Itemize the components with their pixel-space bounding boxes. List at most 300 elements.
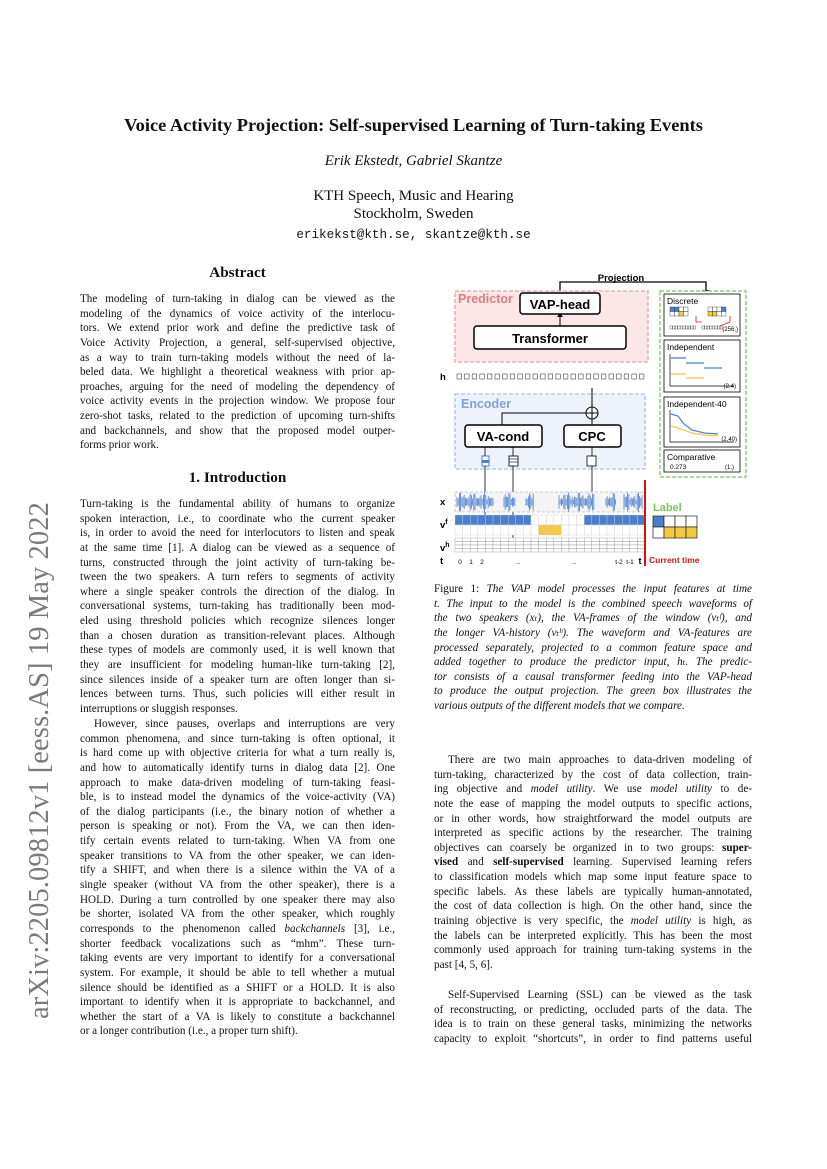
text-line [434, 611, 752, 626]
label-cell [664, 516, 675, 527]
h-square [556, 374, 561, 379]
vh-cell [501, 545, 509, 549]
vh-cell [561, 538, 569, 542]
discrete-prob-cell [712, 326, 714, 329]
vh-cell [539, 549, 547, 553]
time-tick: 2 [480, 559, 484, 566]
text-run: is high, as [691, 915, 752, 928]
vf-cell-speaker-b [531, 525, 539, 535]
vf-cell-speaker-b [592, 525, 600, 535]
vh-cell [546, 545, 554, 549]
vh-cell [607, 538, 615, 542]
h-square [579, 374, 584, 379]
vh-cell [622, 538, 630, 542]
vf-cell-speaker-a [546, 515, 554, 525]
vh-cell [485, 538, 493, 542]
text-line: speaker transitions to VA from the other speaker, we can iden- [80, 849, 395, 862]
discrete-icon-cell [722, 312, 727, 317]
text-line: past [4, 5, 6]. [434, 958, 493, 971]
text-line: and how to automatically identify turns in dialog data [2]. One [80, 761, 395, 774]
label-cell [686, 527, 697, 538]
vh-cell [523, 545, 531, 549]
vh-cell [546, 549, 554, 553]
vf-cell-speaker-b [615, 525, 623, 535]
vf-cell-speaker-a [531, 515, 539, 525]
text-line: turns, constructed through the joint activity of turn-taking be- [80, 556, 395, 569]
intro-paragraph-1 [80, 497, 395, 717]
time-ticks [458, 556, 641, 566]
text-line: or a longer contribution (i.e., a proper turn shift). [80, 1025, 298, 1038]
h-square [586, 374, 591, 379]
vh-cell [630, 549, 638, 553]
label-grid [653, 516, 697, 538]
vh-cell [493, 538, 501, 542]
discrete-icon-cell [675, 312, 680, 317]
vf-cell-speaker-b [523, 525, 531, 535]
discrete-label: Discrete [667, 296, 699, 306]
vh-cell [607, 549, 615, 553]
vh-cell [561, 549, 569, 553]
text-line [80, 922, 395, 937]
vh-cell [615, 545, 623, 549]
h-square [563, 374, 568, 379]
vh-cell [493, 542, 501, 546]
discrete-prob-cell [688, 326, 690, 329]
vf-cell-speaker-a [463, 515, 471, 525]
vh-cell [531, 545, 539, 549]
text-line: where a single speaker controls the direction of the dialog. In [80, 585, 395, 598]
vh-cell [615, 538, 623, 542]
text-line: single speaker (without VA from the other speaker), there is a [80, 879, 395, 892]
discrete-prob-cell [678, 326, 680, 329]
vh-cell [599, 545, 607, 549]
h-square [609, 374, 614, 379]
current-time-label: Current time [649, 555, 700, 565]
vh-cell [531, 538, 539, 542]
vh-cell [577, 549, 585, 553]
text-line: specific labels. As these labels are typically human-annotated, [434, 885, 752, 898]
discrete-prob-cell [673, 326, 675, 329]
h-square [472, 374, 477, 379]
h-square [518, 374, 523, 379]
vh-cell [485, 542, 493, 546]
vf-cell-speaker-a [599, 515, 607, 525]
vh-cell [523, 538, 531, 542]
projection-label: Projection [597, 273, 645, 284]
text-line: of reconstructing, or predicting, occluded parts of the data. The [434, 1003, 752, 1016]
h-square [495, 374, 500, 379]
vh-cell [478, 545, 486, 549]
discrete-icon-cell [679, 312, 684, 317]
vf-cell-speaker-a [561, 515, 569, 525]
vh-cell [554, 542, 562, 546]
vh-cell [478, 549, 486, 553]
text-run: objectives can coarsely be organized in to two groups: [434, 841, 723, 854]
abstract-body [80, 292, 395, 453]
vh-cell [539, 538, 547, 542]
vh-cell [615, 542, 623, 546]
vh-cell [637, 549, 645, 553]
vf-cell-speaker-a [523, 515, 531, 525]
h-square [465, 374, 470, 379]
text-line [434, 855, 752, 870]
comparative-dim: (1,) [725, 465, 734, 471]
vf-cell-speaker-b [485, 525, 493, 535]
text-line: However, since pauses, overlaps and interruptions are very [94, 718, 395, 730]
vh-cell [622, 549, 630, 553]
figure-caption [434, 582, 752, 714]
text-line: is hard come up with objective criteria for what a turn really is, [80, 747, 395, 760]
text-line: capacity to exploit “shortcuts”, in order to find patterns useful [434, 1032, 752, 1045]
text-line: tify a SHIFT, and when there is a silence within the VA of a [80, 864, 395, 877]
text-line [434, 699, 752, 714]
vf-cell-speaker-a [615, 515, 623, 525]
discrete-prob-cell [718, 326, 720, 329]
time-tick: t-1 [626, 559, 634, 566]
predictor-label: Predictor [458, 292, 513, 306]
vh-cell [516, 545, 524, 549]
independent40-dim: (2,40) [721, 437, 737, 443]
vh-cell [508, 542, 516, 546]
discrete-prob-cell [675, 326, 677, 329]
vf-cell-speaker-b [599, 525, 607, 535]
vh-cell [607, 542, 615, 546]
vh-cell [516, 549, 524, 553]
discrete-prob-cell [670, 326, 672, 329]
vf-cell-speaker-b [463, 525, 471, 535]
time-tick: t [638, 556, 642, 566]
vf-cell-speaker-b [622, 525, 630, 535]
text-line: interpreted as specific actions by the researcher. The training [434, 827, 752, 840]
text-line: tween the two speakers. A turn refers to segments of activity [80, 571, 395, 584]
text-line: of the dialog participants (i.e., the binary notion of whether a [80, 805, 395, 818]
discrete-prob-cell [693, 326, 695, 329]
text-line: commonly used approach for training turn-taking systems in the [434, 944, 752, 957]
text-run: to de- [711, 783, 752, 796]
vh-cell [455, 542, 463, 546]
vh-cell [463, 549, 471, 553]
text-line [434, 841, 752, 856]
paper-authors: Erik Ekstedt, Gabriel Skantze [324, 153, 503, 169]
label-cell [686, 516, 697, 527]
vf-cell-speaker-b [516, 525, 524, 535]
discrete-prob-cell [680, 326, 682, 329]
vh-cell [455, 545, 463, 549]
text-line: be shorter, isolated VA from the other speaker, which roughly [80, 908, 395, 921]
comparative-label: Comparative [667, 452, 716, 462]
text-line [434, 655, 752, 670]
text-run: various outputs of the different models that we compare. [434, 700, 685, 713]
right-paragraph-2 [434, 988, 752, 1047]
text-line: proaches, arguing for the need of modeling the dependency of [80, 380, 395, 393]
text-line: beled data. We highlight a theoretical weakness with prior ap- [80, 366, 395, 379]
vf-cell-speaker-a [607, 515, 615, 525]
discrete-icon-cell [670, 307, 675, 312]
vap-model-figure [434, 270, 754, 572]
text-line: note the ease of mapping the model outputs to specific actions, [434, 797, 752, 810]
vh-cell [516, 542, 524, 546]
text-line: or in other words, how straightforward the model outputs are [434, 812, 752, 825]
cpc-label: CPC [578, 429, 606, 444]
text-line: zero-shot tasks, related to the prediction of upcoming turn-shifts [80, 410, 395, 423]
text-line: whether the start of a VA is likely to constitute a backchannel [80, 1010, 395, 1023]
text-line: common phenomena, and since turn-taking is often optional, it [80, 732, 395, 745]
vh-cell [561, 542, 569, 546]
vh-cell [592, 545, 600, 549]
vh-cell [569, 545, 577, 549]
vh-cell [455, 549, 463, 553]
text-line: There are two main approaches to data-driven modeling of [448, 754, 752, 766]
h-square [624, 374, 629, 379]
time-tick: t-2 [615, 559, 623, 566]
text-line: tors. We extend prior work and define the predictive task of [80, 322, 395, 335]
vf-cell-speaker-b [546, 525, 554, 535]
vh-cell [539, 545, 547, 549]
vf-cell-speaker-a [478, 515, 486, 525]
text-line [434, 782, 752, 797]
label-cell [664, 527, 675, 538]
paper-title: Voice Activity Projection: Self-supervised Learning of Turn-taking Events [124, 115, 703, 135]
text-line: idea is to train on these general tasks, minimizing the networks [434, 1018, 752, 1031]
vh-cell [599, 549, 607, 553]
vh-cell [599, 538, 607, 542]
independent-label: Independent [667, 342, 715, 352]
h-square [632, 374, 637, 379]
text-run: the longer VA-history (vₜʰ). The waveform and VA-features are [434, 626, 752, 639]
text-line: person is speaking or not). From the VA, we can then iden- [80, 820, 395, 833]
text-line: and backchannels, and show that the proposed model outper- [80, 424, 395, 437]
text-run: corresponds to the phenomenon called [80, 922, 285, 935]
text-line: Turn-taking is the fundamental ability of humans to organize [80, 498, 395, 510]
text-line: turn-taking, characterized by the cost of data collection, train- [434, 768, 752, 781]
vh-cell [485, 545, 493, 549]
label-cell [653, 516, 664, 527]
text-line [434, 597, 752, 612]
discrete-prob-cell [707, 326, 709, 329]
vh-cell [470, 542, 478, 546]
discrete-icon-cell [684, 307, 689, 312]
vf-cell-speaker-b [539, 525, 547, 535]
vf-cell-speaker-b [584, 525, 592, 535]
vh-cell [592, 542, 600, 546]
comparative-value: 0.273 [670, 464, 687, 471]
right-paragraph-1 [434, 753, 752, 973]
text-line: silence should be identified as a SHIFT or a HOLD. It is also [80, 981, 395, 994]
vf-cell-speaker-a [577, 515, 585, 525]
discrete-prob-cell [683, 326, 685, 329]
text-line: modeling of the dynamics of voice activity of the interlocu- [80, 307, 395, 320]
discrete-prob-cell [705, 326, 707, 329]
vh-cell [523, 549, 531, 553]
vh-cell [554, 545, 562, 549]
vh-cell [554, 538, 562, 542]
vh-cell [577, 545, 585, 549]
text-line: lences between turns. Thus, such policies will either result in [80, 688, 395, 701]
vf-cell-speaker-a [592, 515, 600, 525]
text-line: conversational systems, turn-taking has traditionally been mod- [80, 600, 395, 613]
h-square [503, 374, 508, 379]
intro-heading: 1. Introduction [188, 469, 287, 486]
vh-cell [508, 545, 516, 549]
vh-cell [592, 549, 600, 553]
h-square [617, 374, 622, 379]
text-line: since silences inside of a speaker turn are often longer than si- [80, 673, 395, 686]
text-line: at the same time [1]. A dialog can be viewed as a sequence of [80, 541, 395, 554]
text-line [434, 914, 752, 929]
vh-cell [493, 549, 501, 553]
h-square [510, 374, 515, 379]
label-cell [675, 527, 686, 538]
vh-cell [584, 538, 592, 542]
vap-head-label: VAP-head [529, 297, 591, 312]
vh-cell [531, 549, 539, 553]
vh-cell [599, 542, 607, 546]
t-label: t [440, 556, 444, 567]
h-square [601, 374, 606, 379]
vh-cell [630, 542, 638, 546]
vh-cell [516, 538, 524, 542]
vh-cell [630, 538, 638, 542]
text-run: vised [434, 856, 459, 869]
vf-cell-speaker-b [478, 525, 486, 535]
vh-cell [470, 538, 478, 542]
h-square [525, 374, 530, 379]
text-run: model utility [530, 783, 593, 796]
vf-cell-speaker-a [569, 515, 577, 525]
arxiv-stamp: arXiv:2205.09812v1 [eess.AS] 19 May 2022 [24, 502, 55, 1019]
vh-cell [463, 545, 471, 549]
vh-cell [478, 538, 486, 542]
text-run: . We use [592, 783, 651, 796]
vf-cell-speaker-b [455, 525, 463, 535]
transformer-label: Transformer [512, 331, 588, 346]
vh-cell [531, 542, 539, 546]
vh-cell [561, 545, 569, 549]
va-frames-window [455, 515, 645, 535]
h-square [639, 374, 644, 379]
text-line: these types of models are commonly used, it is well known that [80, 644, 395, 657]
independent40-label: Independent-40 [667, 399, 727, 409]
discrete-prob-cell [715, 326, 717, 329]
text-run: tor consists of a causal transformer feeding into the VAP-head [434, 670, 752, 683]
label-label: Label [653, 502, 682, 514]
h-square [480, 374, 485, 379]
author-emails: erikekst@kth.se, skantze@kth.se [296, 228, 531, 242]
text-line: Self-Supervised Learning (SSL) can be viewed as the task [448, 989, 752, 1001]
vf-cell-speaker-a [584, 515, 592, 525]
vh-cell [463, 542, 471, 546]
vh-cell [577, 538, 585, 542]
text-line: important to identify when it is appropriate to backchannel, and [80, 996, 395, 1009]
vh-cell [508, 538, 516, 542]
vh-cell [455, 538, 463, 542]
discrete-icon-cell [670, 312, 675, 317]
vf-cell-speaker-a [493, 515, 501, 525]
vh-cell [584, 549, 592, 553]
text-run: added together to produce the predictor input, hₜ. The predic- [434, 656, 752, 669]
discrete-icon-cell [713, 312, 718, 317]
text-run: self-supervised [493, 856, 564, 869]
vh-cell [546, 538, 554, 542]
vf-cell-speaker-b [607, 525, 615, 535]
vf-cell-speaker-a [539, 515, 547, 525]
text-run: backchannels [284, 922, 346, 935]
text-line [434, 684, 752, 699]
text-line: approach to make data-driven modeling of turn-taking feasi- [80, 776, 395, 789]
vh-cell [463, 538, 471, 542]
discrete-prob-cell [686, 326, 688, 329]
discrete-icon-cell [675, 307, 680, 312]
text-line: shorter feedback vocalizations such as “mhm”. These turn- [80, 937, 395, 950]
label-cell [653, 527, 664, 538]
text-line: system. For example, it should be able to tell whether a mutual [80, 966, 395, 979]
vh-cell [508, 549, 516, 553]
label-cell [675, 516, 686, 527]
discrete-icon-cell [713, 307, 718, 312]
text-line: interruptions or sluggish responses. [80, 702, 238, 715]
vh-cell [637, 542, 645, 546]
text-run: t. The input to the model is the combined speech waveforms of [434, 597, 752, 610]
h-feature-squares [457, 374, 644, 379]
vh-cell [470, 549, 478, 553]
discrete-icon-cell [679, 307, 684, 312]
text-line: eled using threshold policies which recognize silences longer [80, 615, 395, 628]
encoder-label: Encoder [461, 397, 512, 411]
vh-cell [569, 542, 577, 546]
text-run: to produce the output projection. The green box illustrates the [434, 685, 752, 698]
text-run: processed separately, projected to a common feature space and [434, 641, 752, 654]
vf-cell-speaker-a [630, 515, 638, 525]
vh-cell [569, 538, 577, 542]
text-run: model utility [630, 915, 692, 928]
text-line: Voice Activity Projection, a general, self-supervised objective, [80, 336, 395, 349]
discrete-icon-cell [722, 307, 727, 312]
vf-cell-speaker-a [455, 515, 463, 525]
intro-paragraph-2 [80, 717, 395, 1039]
vf-cell-speaker-b [508, 525, 516, 535]
vf-cell-speaker-b [501, 525, 509, 535]
text-run: [3], i.e., [345, 922, 395, 935]
vf-cell-speaker-a [637, 515, 645, 525]
discrete-prob-cell [702, 326, 704, 329]
text-line [434, 670, 752, 685]
text-run: learning. Supervised learning refers [563, 856, 752, 869]
vh-cell [630, 545, 638, 549]
h-square [487, 374, 492, 379]
vh-cell [470, 545, 478, 549]
text-line: is, in order to avoid the need for interlocutors to listen and speak [80, 527, 395, 540]
time-tick: ... [571, 559, 577, 566]
vh-cell [523, 542, 531, 546]
va-history [455, 538, 645, 552]
vf-cell-speaker-a [501, 515, 509, 525]
vf-cell-speaker-b [637, 525, 645, 535]
text-line [434, 582, 752, 597]
time-tick: 1 [469, 559, 473, 566]
independent-dim: (2,4) [723, 384, 736, 390]
h-square [571, 374, 576, 379]
vf-cell-speaker-b [554, 525, 562, 535]
vh-cell [622, 545, 630, 549]
discrete-icon-cell [708, 312, 713, 317]
vh-cell [607, 545, 615, 549]
text-run: ing objective and [434, 783, 531, 796]
text-line: The modeling of turn-taking in dialog can be viewed as the [80, 293, 395, 305]
h-square [548, 374, 553, 379]
vh-cell [493, 545, 501, 549]
text-line: the labels can be interpreted explicitly. This has been the most [434, 929, 752, 942]
vh-cell [584, 542, 592, 546]
